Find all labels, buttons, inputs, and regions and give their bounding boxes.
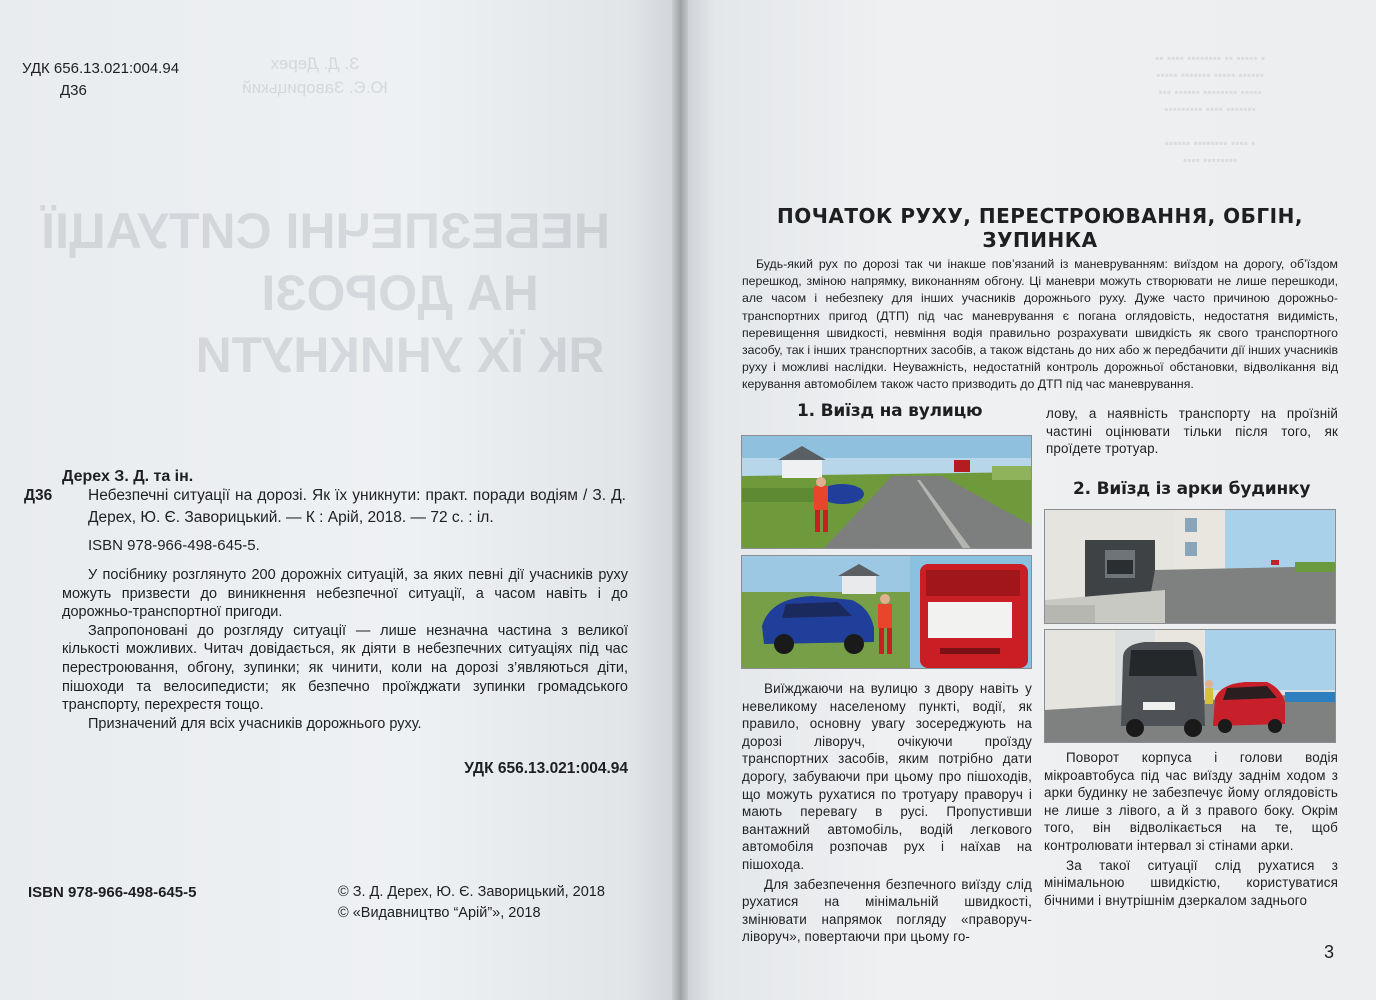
section-2-body xyxy=(1044,749,1338,911)
catalog-index: Д36 xyxy=(60,82,87,99)
udk-bottom: УДК 656.13.021:004.94 xyxy=(464,760,628,777)
car-truck-illustration xyxy=(742,556,1032,669)
chapter-title-line-2: ЗУПИНКА xyxy=(982,228,1098,252)
copyright-block xyxy=(338,882,605,924)
left-page xyxy=(0,0,682,1000)
section-1-paragraph: Виїжджаючи на вулицю з двору навіть у невеликому населеному пункті, водії, як правило, основну увагу зосереджують на дорозі ліворуч, очікуючи проїзду транспортних засобів, яким потрібно дати дорогу, забуваючи при цьому про пішоходів, що можуть рухатися по тротуару праворуч і мають перевагу в русі. Пропустивши вантажний автомобіль, водій легкового автомобіля розпочав рух і наїхав на пішохода. xyxy=(742,681,1032,872)
chapter-title-line-1: ПОЧАТОК РУХУ, ПЕРЕСТРОЮВАННЯ, ОБГІН, xyxy=(777,204,1303,228)
illustration-arch-exit-1 xyxy=(1044,509,1336,624)
annotation-paragraph: Запропоновані до розгляду ситуації — лише незначна частина з великої кількості можливих. Читач довідається, як діяти в небезпечних ситуаціях під час перестроювання, обгону, зупинки; як чинити, коли на дорозі з’являються діти, пішоходи та велосипедисти; як безпечно проїжджати зупинки громадського транспорту, перехрестя тощо. xyxy=(62,622,628,714)
street-scene-illustration xyxy=(742,436,1032,549)
book-gutter xyxy=(672,0,688,1000)
show-through-text: ▪ ▪▪▪▪▪ ▪▪ ▪▪▪▪▪▪▪▪ ▪▪▪▪ ▪▪ ▪▪▪▪▪▪ ▪▪▪▪▪ ▪▪▪▪▪▪▪ ▪▪▪▪▪ ▪▪▪▪▪ ▪▪▪▪▪▪▪▪ ▪▪▪▪▪▪ ▪▪▪ ▪▪▪▪▪▪▪ ▪▪▪▪ ▪▪▪▪▪▪▪▪▪ ▪ ▪▪▪▪ ▪▪▪▪▪▪▪▪ ▪▪▪▪▪▪ ▪▪▪▪▪▪▪▪ ▪▪▪▪ xyxy=(1154,51,1266,167)
bibliographic-description: Небезпечні ситуації на дорозі. Як їх уникнути: практ. поради водіям / З. Д. Дерех, Ю. Є. Заворицький. — К : Арій, 2018. — 72 с. : іл. xyxy=(88,487,626,526)
section-1-heading: 1. Виїзд на вулицю xyxy=(797,401,983,421)
bibliographic-record xyxy=(24,485,626,529)
section-1-continued xyxy=(1046,405,1338,460)
isbn-line: ISBN 978-966-498-645-5. xyxy=(88,537,260,554)
isbn-bottom: ISBN 978-966-498-645-5 xyxy=(28,884,197,901)
section-1-continuation: лову, а наявність транспорту на проїзній частині оцінювати тільки після того, як проїдете тротуар. xyxy=(1046,406,1338,457)
show-through-title: НЕБЕЗПЕЧНІ СИТУАЦІЇ НА ДОРОЗІ ЯК ЇХ УНИКНУТИ xyxy=(41,203,610,383)
chapter-intro xyxy=(742,256,1338,394)
illustration-street-exit-2 xyxy=(741,555,1032,669)
intro-paragraph: Будь-який рух по дорозі так чи інакше пов’язаний із маневруванням: виїздом на дорогу, об’їздом перешкод, зміною напрямку, виконанням обгону. Ці маневри можуть створювати не лише перешкоди, але часом і небезпеку для інших учасників дорожнього руху. Дуже часто причиною дорожньо-транспортних пригод (ДТП) під час маневрування є погана оглядовість, недостатня видимість, перевищення швидкості, невміння водія правильно розрахувати швидкість як свого транспортного засобу, так і інших транспортних засобів, а також відстань до них або ж передбачити дії інших учасників руху і можливі наслідки. Неуважність, недостатній контроль дорожньої обстановки, відволікання від керування автомобілем також часто призводить до ДТП під час маневрування. xyxy=(742,257,1338,392)
annotation-paragraph: У посібнику розглянуто 200 дорожніх ситуацій, за яких певні дії учасників руху можуть призвести до виникнення небезпечної ситуації, а часом навіть і до дорожньо-транспортної пригоди. xyxy=(62,567,628,621)
section-2-heading: 2. Виїзд із арки будинку xyxy=(1073,479,1311,499)
annotation xyxy=(62,566,628,733)
show-through-authors: З. Д. Дерех Ю.Є. Заворицький xyxy=(242,54,388,97)
arch-scene-illustration xyxy=(1045,510,1336,624)
udk-header xyxy=(22,58,179,102)
illustration-arch-exit-2 xyxy=(1044,629,1336,743)
annotation-paragraph: Призначений для всіх учасників дорожнього руху. xyxy=(88,715,422,732)
chapter-title xyxy=(740,204,1340,252)
section-1-paragraph: Для забезпечення безпечного виїзду слід рухатися на мінімальній швидкості, змінювати напрямок погляду «праворуч-ліворуч», повертаючи при цьому го- xyxy=(742,876,1032,945)
catalog-index-bold: Д36 xyxy=(24,487,53,504)
udk-code: УДК 656.13.021:004.94 xyxy=(22,60,180,77)
section-2-paragraph: Поворот корпуса і голови водія мікроавтобуса під час виїзду заднім ходом з арки будинку не забезпечує йому оглядовість не лише з лівого, а й з правого боку. Окрім того, він відволікається на те, щоб контролювати інтервал зі стінами арки. xyxy=(1044,750,1338,853)
illustration-street-exit-1 xyxy=(741,435,1032,549)
minibus-car-illustration xyxy=(1045,630,1336,743)
page-number: 3 xyxy=(1324,942,1335,962)
copyright-authors: © З. Д. Дерех, Ю. Є. Заворицький, 2018 xyxy=(338,884,605,900)
section-2-paragraph: За такої ситуації слід рухатися з мінімальною швидкістю, користуватися бічними і внутрішнім дзеркалом заднього xyxy=(1044,857,1338,908)
copyright-publisher: © «Видавництво “Арій”», 2018 xyxy=(338,905,541,921)
section-1-body xyxy=(742,680,1032,948)
authors-line: Дерех З. Д. та ін. xyxy=(62,468,194,485)
